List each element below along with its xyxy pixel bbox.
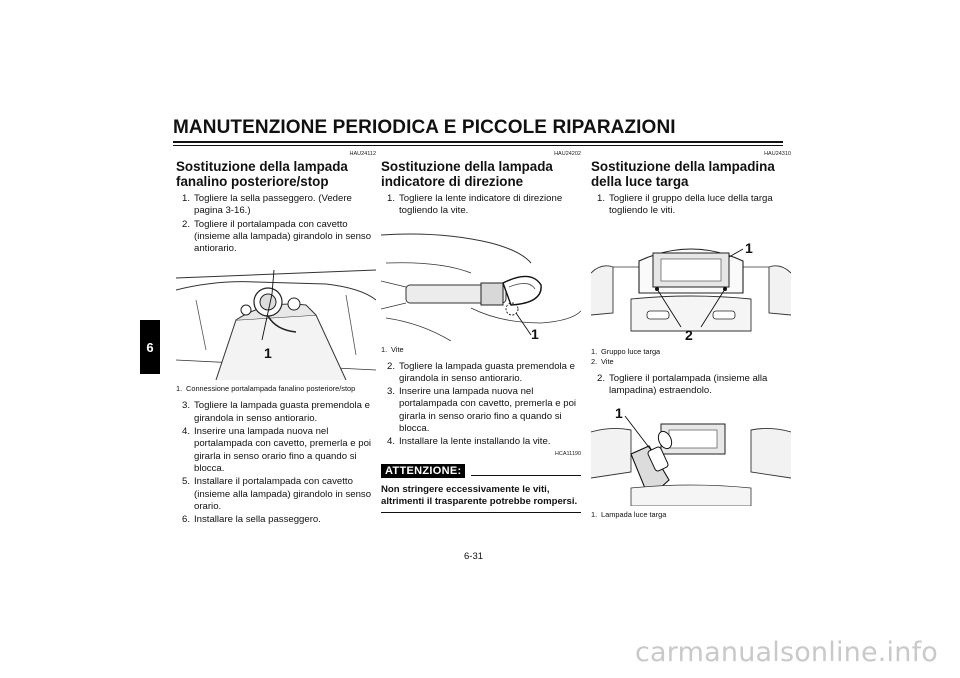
caption-text: Vite <box>601 356 614 366</box>
caution-header <box>381 464 581 478</box>
caution-text: Non stringere eccessivamente le viti, altrimenti il trasparente potrebbe rompersi. <box>381 483 578 507</box>
section-title: Sostituzione della lampada fanalino posteriore/stop <box>176 159 348 189</box>
step-number: 2. <box>596 372 605 384</box>
page-number: 6-31 <box>464 551 484 562</box>
step-text: Togliere la lampada guasta premendola e girandola in senso antiorario. <box>194 400 370 424</box>
step-text: Installare la lente installando la vite. <box>399 436 551 448</box>
step-number: 3. <box>386 386 395 398</box>
step-number: 4. <box>181 426 190 438</box>
caution-rule <box>471 475 581 476</box>
section-code: HAU24112 <box>349 151 376 157</box>
caption-number: 1. <box>176 384 183 394</box>
step-item <box>176 193 376 218</box>
step-item <box>176 514 376 526</box>
figure-caption <box>591 510 791 520</box>
step-text: Togliere la lente indicatore di direzione togliendo la vite. <box>399 193 563 217</box>
caution-end-rule <box>381 512 581 513</box>
step-text: Togliere la sella passeggero. (Vedere pagina 3-16.) <box>194 193 352 217</box>
step-list <box>591 373 791 398</box>
figure-turn-signal-screw <box>381 223 581 341</box>
step-list <box>381 361 581 449</box>
section-title: Sostituzione della lampada indicatore di direzione <box>381 159 553 189</box>
column-license-light <box>591 150 791 520</box>
caption-number: 1. <box>591 346 598 356</box>
figure-callout: 2 <box>685 326 693 343</box>
step-item <box>176 219 376 256</box>
step-text: Togliere il gruppo della luce della targa togliendo le viti. <box>609 193 773 217</box>
figure-callout: 1 <box>745 239 753 256</box>
license-light-illustration <box>591 223 791 343</box>
step-item <box>176 426 376 475</box>
section-title: Sostituzione della lampadina della luce targa <box>591 159 775 189</box>
license-bulb-illustration <box>591 402 791 506</box>
step-text: Inserire una lampada nuova nel portalampada con cavetto, premerla e poi girarla in senso orario fino a quando si blocca. <box>194 426 372 474</box>
watermark: carmanualsonline.info <box>635 637 938 668</box>
step-text: Installare il portalampada con cavetto (insieme alla lampada) girandolo in senso orario. <box>194 476 372 512</box>
step-item <box>176 476 376 513</box>
caption-text: Gruppo luce targa <box>601 346 661 356</box>
step-number: 5. <box>181 476 190 488</box>
page-title: MANUTENZIONE PERIODICA E PICCOLE RIPARAZIONI <box>173 117 676 138</box>
caption-text: Lampada luce targa <box>601 510 667 520</box>
figure-callout: 1 <box>264 345 272 362</box>
figure-license-light-unit <box>591 223 791 343</box>
column-tail-light <box>176 150 376 527</box>
step-item <box>591 373 791 398</box>
step-number: 1. <box>596 193 605 204</box>
title-rule <box>173 141 783 143</box>
step-number: 4. <box>386 436 395 448</box>
figure-caption <box>381 345 581 355</box>
caption-number: 2. <box>591 356 598 366</box>
section-code: HAU24202 <box>554 151 581 157</box>
caption-text: Vite <box>391 344 404 354</box>
step-number: 2. <box>181 218 190 230</box>
column-turn-signal <box>381 150 581 513</box>
step-number: 1. <box>386 193 395 204</box>
step-item <box>591 193 791 218</box>
section-code: HAU24310 <box>764 151 791 157</box>
step-number: 6. <box>181 514 190 526</box>
figure-caption <box>176 384 376 394</box>
step-list <box>591 193 791 218</box>
step-list <box>176 400 376 526</box>
title-rule-thin <box>173 145 783 146</box>
chapter-tab: 6 <box>140 320 160 374</box>
tail-light-illustration <box>176 260 376 380</box>
step-text: Togliere la lampada guasta premendola e girandola in senso antiorario. <box>399 360 575 384</box>
step-list <box>176 193 376 255</box>
step-number: 1. <box>181 193 190 204</box>
step-text: Togliere il portalampada con cavetto (insieme alla lampada) girandolo in senso antiorario. <box>194 218 372 255</box>
step-number: 2. <box>386 360 395 372</box>
figure-caption <box>591 347 791 357</box>
figure-callout: 1 <box>615 405 623 422</box>
caution-code: HCA11190 <box>554 450 581 457</box>
caption-text: Connessione portalampada fanalino posteriore/stop <box>186 384 356 394</box>
step-item <box>381 386 581 435</box>
step-item <box>176 400 376 425</box>
step-number: 3. <box>181 400 190 412</box>
figure-tail-light-socket <box>176 260 376 380</box>
figure-caption <box>591 357 791 367</box>
caption-number: 1. <box>591 510 598 520</box>
figure-license-bulb <box>591 402 791 506</box>
caution-label: ATTENZIONE: <box>381 464 465 478</box>
step-list <box>381 193 581 218</box>
step-item <box>381 193 581 218</box>
caption-number: 1. <box>381 344 388 354</box>
figure-callout: 1 <box>531 325 539 341</box>
step-text: Inserire una lampada nuova nel portalampada con cavetto, premerla e poi girarla in senso orario fino a quando si blocca. <box>399 386 577 435</box>
step-item <box>381 436 581 448</box>
turn-signal-illustration <box>381 223 581 341</box>
step-text: Togliere il portalampada (insieme alla lampadina) estraendolo. <box>609 372 768 396</box>
step-item <box>381 361 581 386</box>
step-text: Installare la sella passeggero. <box>194 514 321 526</box>
